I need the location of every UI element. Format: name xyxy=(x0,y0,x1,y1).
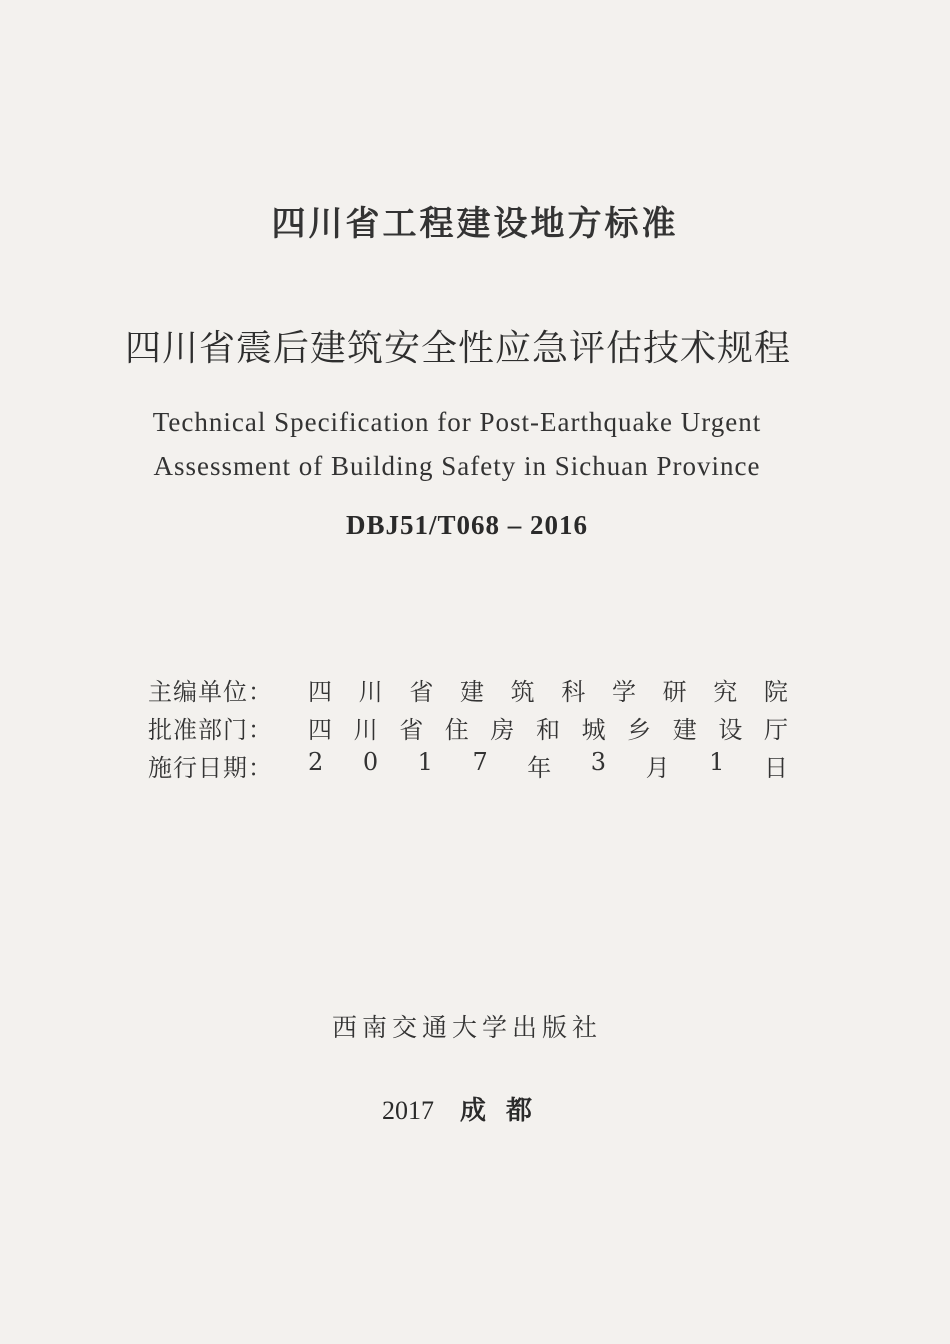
value-char: 和 xyxy=(535,715,560,744)
value-char: 科 xyxy=(561,677,586,706)
value-char: 1 xyxy=(709,747,725,776)
value-char: 设 xyxy=(718,715,743,744)
editor-row xyxy=(148,670,788,708)
english-title-line-1: Technical Specification for Post-Earthquake Urgent xyxy=(152,407,762,437)
value-char: 0 xyxy=(362,747,379,776)
main-title: 四川省震后建筑安全性应急评估技术规程 xyxy=(124,328,791,369)
value-char: 学 xyxy=(611,677,636,706)
value-char: 筑 xyxy=(510,677,535,706)
value-char: 城 xyxy=(581,715,606,744)
value-char: 省 xyxy=(409,677,434,706)
value-char: 年 xyxy=(527,753,552,782)
value-char: 四 xyxy=(308,715,332,744)
value-char: 日 xyxy=(763,753,788,782)
value-char: 乡 xyxy=(627,715,652,744)
approver-label: 批准部门： xyxy=(148,715,273,744)
approver-value xyxy=(308,710,788,745)
publication-line xyxy=(0,1090,934,1127)
value-char: 院 xyxy=(763,677,788,706)
value-char: 月 xyxy=(645,753,670,782)
info-block xyxy=(148,670,788,784)
value-char: 四 xyxy=(308,677,332,706)
value-char: 建 xyxy=(459,677,484,706)
value-char: 住 xyxy=(444,715,469,744)
value-char: 究 xyxy=(713,677,738,706)
effective-date-row xyxy=(148,746,788,784)
value-char: 研 xyxy=(662,677,687,706)
value-char: 川 xyxy=(358,677,383,706)
value-char: 房 xyxy=(490,715,515,744)
editor-label: 主编单位： xyxy=(148,677,273,706)
publication-year: 2017 xyxy=(381,1096,434,1125)
value-char: 建 xyxy=(672,715,697,744)
standard-code: DBJ51/T068 – 2016 xyxy=(345,510,589,540)
approver-row xyxy=(148,708,788,746)
effective-date-label: 施行日期： xyxy=(148,753,273,782)
value-char: 2 xyxy=(308,747,324,776)
value-char: 川 xyxy=(353,715,378,744)
publisher-name: 西南交通大学出版社 xyxy=(331,1013,602,1042)
series-title: 四川省工程建设地方标准 xyxy=(271,204,679,244)
effective-date-value xyxy=(308,748,788,783)
value-char: 省 xyxy=(399,715,424,744)
editor-value xyxy=(308,672,788,707)
english-title-line-2: Assessment of Building Safety in Sichuan Province xyxy=(153,451,761,481)
value-char: 3 xyxy=(590,747,607,776)
value-char: 厅 xyxy=(763,715,788,744)
value-char: 1 xyxy=(417,747,433,776)
value-char: 7 xyxy=(472,747,488,776)
english-title xyxy=(0,400,914,488)
publication-city: 成都 xyxy=(459,1096,552,1126)
